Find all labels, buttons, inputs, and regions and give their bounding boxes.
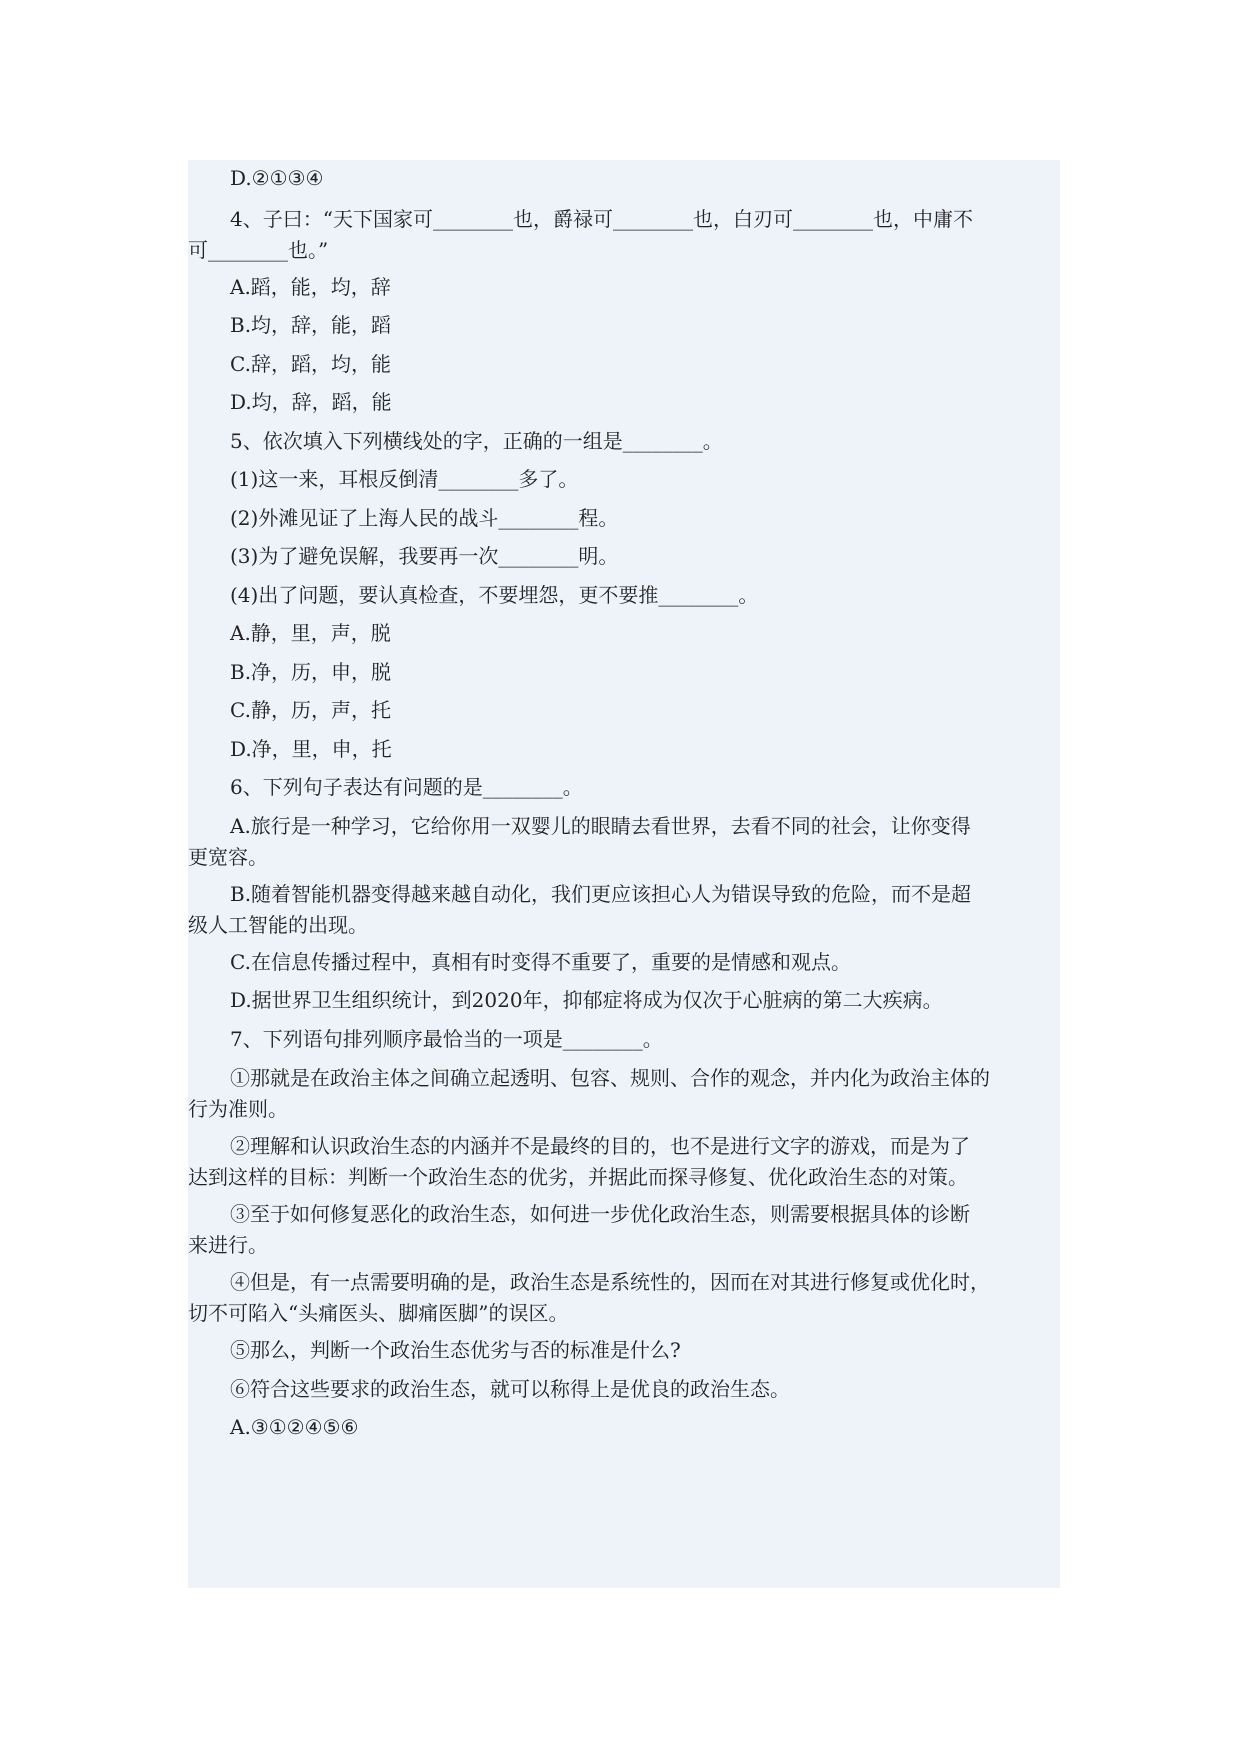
option-a-q5: A.静，里，声，脱 [230, 621, 391, 645]
sentence-2: ②理解和认识政治生态的内涵并不是最终的目的，也不是进行文字的游戏，而是为了 [230, 1134, 970, 1158]
option-c-q5: C.静，历，声，托 [230, 698, 391, 722]
sentence-5: ⑤那么，判断一个政治生态优劣与否的标准是什么? [230, 1338, 681, 1362]
option-d-q4: D.均，辞，蹈，能 [230, 390, 392, 414]
option-d-q6: D.据世界卫生组织统计，到2020年，抑郁症将成为仅次于心脏病的第二大疾病。 [230, 988, 943, 1012]
option-a-q6-continued: 更宽容。 [188, 845, 268, 869]
option-c-q4: C.辞，蹈，均，能 [230, 352, 391, 376]
option-a-q6: A.旅行是一种学习，它给你用一双婴儿的眼睛去看世界，去看不同的社会，让你变得 [230, 814, 971, 838]
question-5-item-1: (1)这一来，耳根反倒清________多了。 [230, 467, 579, 491]
document-body [188, 160, 1060, 1588]
option-a-q4: A.蹈，能，均，辞 [230, 275, 391, 299]
sentence-1-continued: 行为准则。 [188, 1097, 288, 1121]
sentence-3: ③至于如何修复恶化的政治生态，如何进一步优化政治生态，则需要根据具体的诊断 [230, 1202, 970, 1226]
sentence-4-continued: 切不可陷入“头痛医头、脚痛医脚”的误区。 [188, 1301, 569, 1325]
question-4: 4、子曰：“天下国家可________也，爵禄可________也，白刃可________也，中庸不 [230, 207, 973, 231]
option-b-q6: B.随着智能机器变得越来越自动化，我们更应该担心人为错误导致的危险，而不是超 [230, 882, 972, 906]
option-c-q6: C.在信息传播过程中，真相有时变得不重要了，重要的是情感和观点。 [230, 950, 851, 974]
question-4-continued: 可________也。” [188, 238, 329, 262]
sentence-3-continued: 来进行。 [188, 1233, 268, 1257]
sentence-2-continued: 达到这样的目标：判断一个政治生态的优劣，并据此而探寻修复、优化政治生态的对策。 [188, 1165, 968, 1189]
option-b-q5: B.净，历，申，脱 [230, 660, 392, 684]
option-a-q7: A.③①②④⑤⑥ [230, 1415, 359, 1439]
question-5-item-4: (4)出了问题，要认真检查，不要埋怨，更不要推________。 [230, 583, 759, 607]
sentence-1: ①那就是在政治主体之间确立起透明、包容、规则、合作的观念，并内化为政治主体的 [230, 1066, 990, 1090]
question-7: 7、下列语句排列顺序最恰当的一项是________。 [230, 1027, 663, 1051]
question-6: 6、下列句子表达有问题的是________。 [230, 775, 583, 799]
question-5: 5、依次填入下列横线处的字，正确的一组是________。 [230, 429, 723, 453]
option-d-q5: D.净，里，申，托 [230, 737, 392, 761]
option-d-q3: D.②①③④ [230, 166, 324, 190]
option-b-q6-continued: 级人工智能的出现。 [188, 913, 368, 937]
option-b-q4: B.均，辞，能，蹈 [230, 313, 392, 337]
question-5-item-2: (2)外滩见证了上海人民的战斗________程。 [230, 506, 619, 530]
question-5-item-3: (3)为了避免误解，我要再一次________明。 [230, 544, 619, 568]
sentence-6: ⑥符合这些要求的政治生态，就可以称得上是优良的政治生态。 [230, 1377, 790, 1401]
sentence-4: ④但是，有一点需要明确的是，政治生态是系统性的，因而在对其进行修复或优化时， [230, 1270, 990, 1294]
